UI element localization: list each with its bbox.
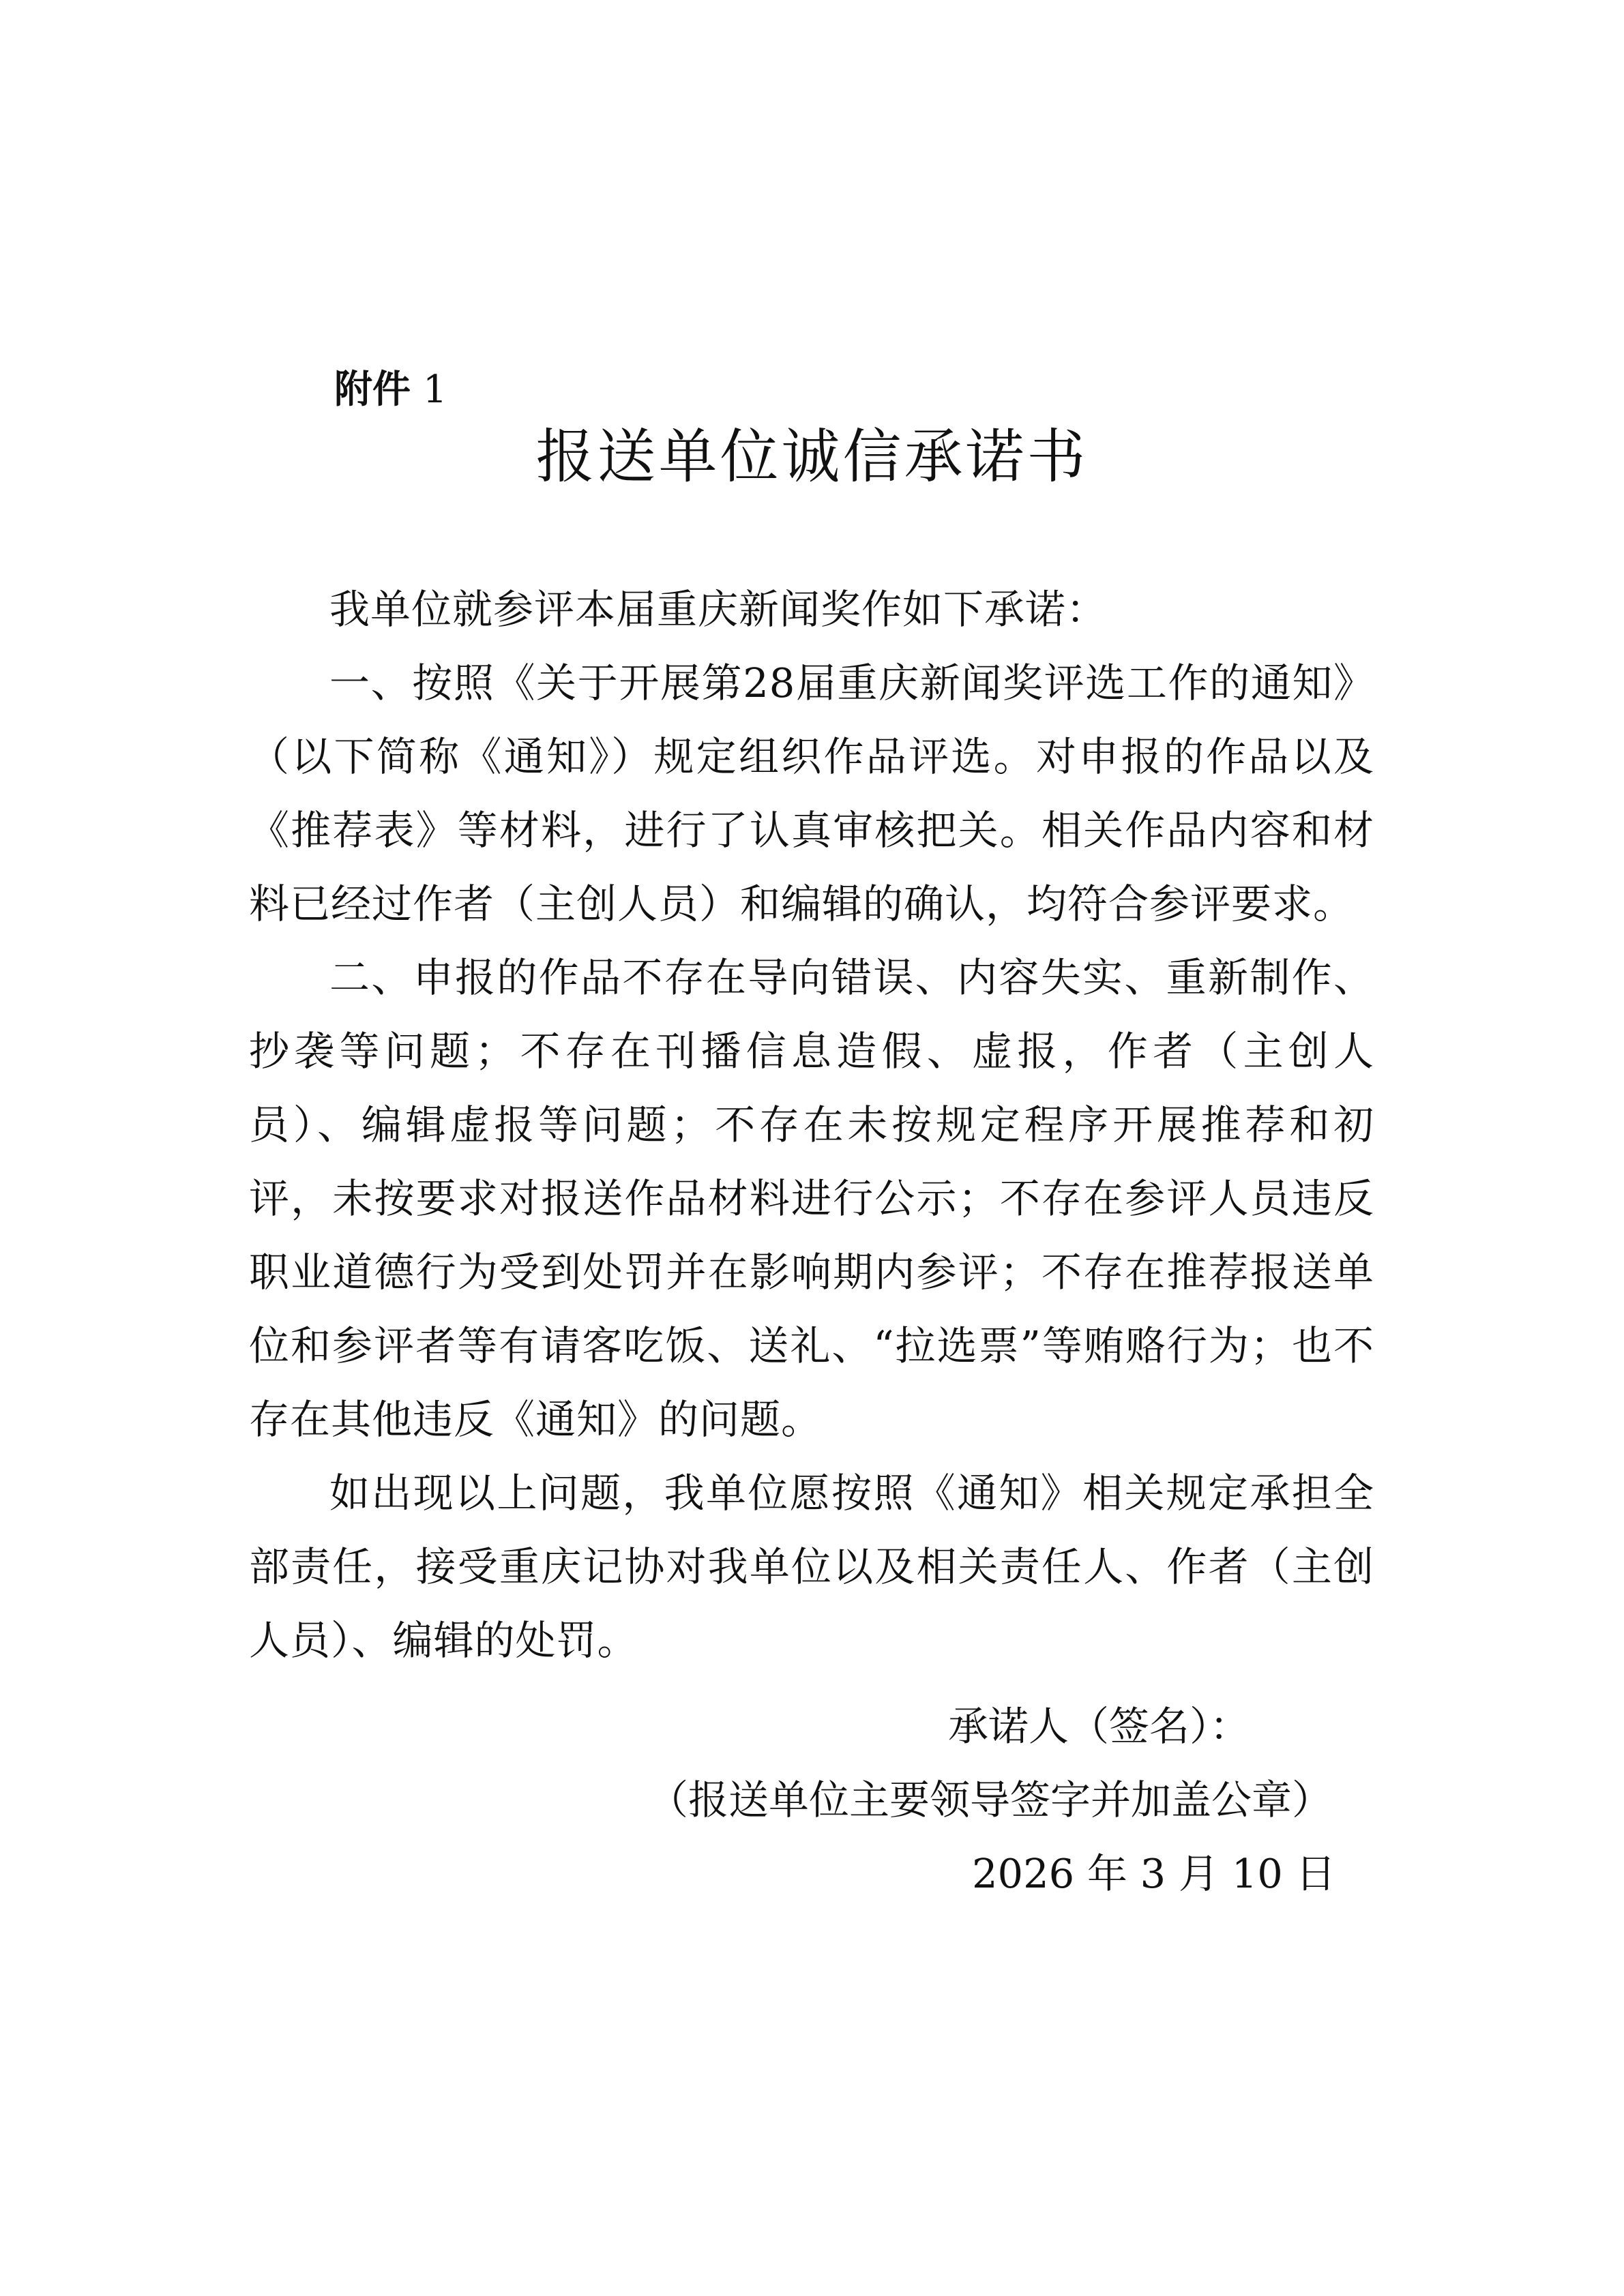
signature-date: 2026 年 3 月 10 日 [972,1850,1336,1897]
document-body [249,573,1374,1678]
signer-label: 承诺人（签名）： [948,1703,1250,1750]
commitment-paragraph-1: 一、按照《关于开展第28届重庆新闻奖评选工作的通知》（以下简称《通知》）规定组织作品评选。对申报的作品以及《推荐表》等材料，进行了认真审核把关。相关作品内容和材料已经过作者（主创人员）和编辑的确认，均符合参评要求。 [249,659,1374,927]
commitment-paragraph-2: 二、申报的作品不存在导向错误、内容失实、重新制作、抄袭等问题；不存在刊播信息造假、虚报，作者（主创人员）、编辑虚报等问题；不存在未按规定程序开展推荐和初评，未按要求对报送作品材料进行公示；不存在参评人员违反职业道德行为受到处罚并在影响期内参评；不存在推荐报送单位和参评者等有请客吃饭、送礼、“拉选票”等贿赂行为；也不存在其他违反《通知》的问题。 [249,954,1374,1443]
responsibility-paragraph: 如出现以上问题，我单位愿按照《通知》相关规定承担全部责任，接受重庆记协对我单位以及相关责任人、作者（主创人员）、编辑的处罚。 [249,1470,1374,1664]
attachment-label-number: 1 [422,368,447,412]
attachment-label-text: 附件 [334,368,411,412]
attachment-label [334,363,447,417]
document-title: 报送单位诚信承诺书 [535,423,1089,491]
intro-paragraph: 我单位就参评本届重庆新闻奖作如下承诺： [329,586,1108,633]
signature-note: （报送单位主要领导签字并加盖公章） [648,1776,1333,1823]
